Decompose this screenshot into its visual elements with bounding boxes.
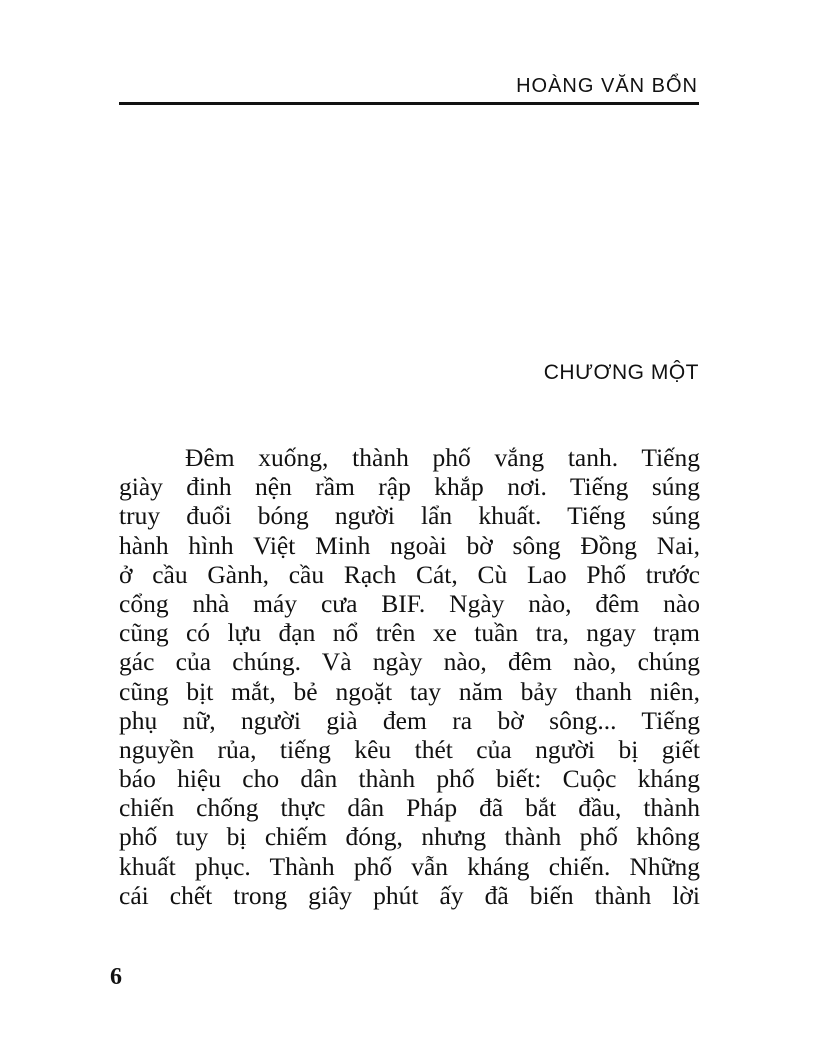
page-number: 6: [110, 964, 122, 990]
body-line: cũng có lựu đạn nổ trên xe tuần tra, ngay trạm: [119, 618, 700, 648]
running-header: HOÀNG VĂN BỔN: [516, 75, 698, 97]
body-line: gác của chúng. Và ngày nào, đêm nào, chúng: [119, 647, 700, 677]
body-line: truy đuổi bóng người lẩn khuất. Tiếng súng: [119, 501, 700, 531]
body-line: khuất phục. Thành phố vẫn kháng chiến. Những: [119, 851, 700, 881]
body-line: cổng nhà máy cưa BIF. Ngày nào, đêm nào: [119, 588, 700, 618]
body-line: phụ nữ, người già đem ra bờ sông... Tiếng: [119, 705, 700, 735]
body-line: Đêm xuống, thành phố vắng tanh. Tiếng: [185, 443, 700, 472]
body-line: nguyền rủa, tiếng kêu thét của người bị giết: [119, 734, 700, 764]
body-line: báo hiệu cho dân thành phố biết: Cuộc kháng: [119, 764, 700, 794]
header-rule: [119, 102, 699, 105]
body-line: giày đinh nện rầm rập khắp nơi. Tiếng súng: [119, 472, 700, 502]
body-line: hành hình Việt Minh ngoài bờ sông Đồng Nai,: [119, 530, 700, 560]
body-line: chiến chống thực dân Pháp đã bắt đầu, thành: [119, 793, 700, 823]
body-line: cái chết trong giây phút ấy đã biến thành lời: [119, 880, 700, 910]
body-line: ở cầu Gành, cầu Rạch Cát, Cù Lao Phố trước: [119, 559, 700, 589]
body-line: cũng bịt mắt, bẻ ngoặt tay năm bảy thanh niên,: [119, 676, 700, 706]
body-text: [119, 443, 700, 910]
body-line: phố tuy bị chiếm đóng, nhưng thành phố không: [119, 822, 700, 852]
chapter-title: CHƯƠNG MỘT: [543, 361, 699, 384]
